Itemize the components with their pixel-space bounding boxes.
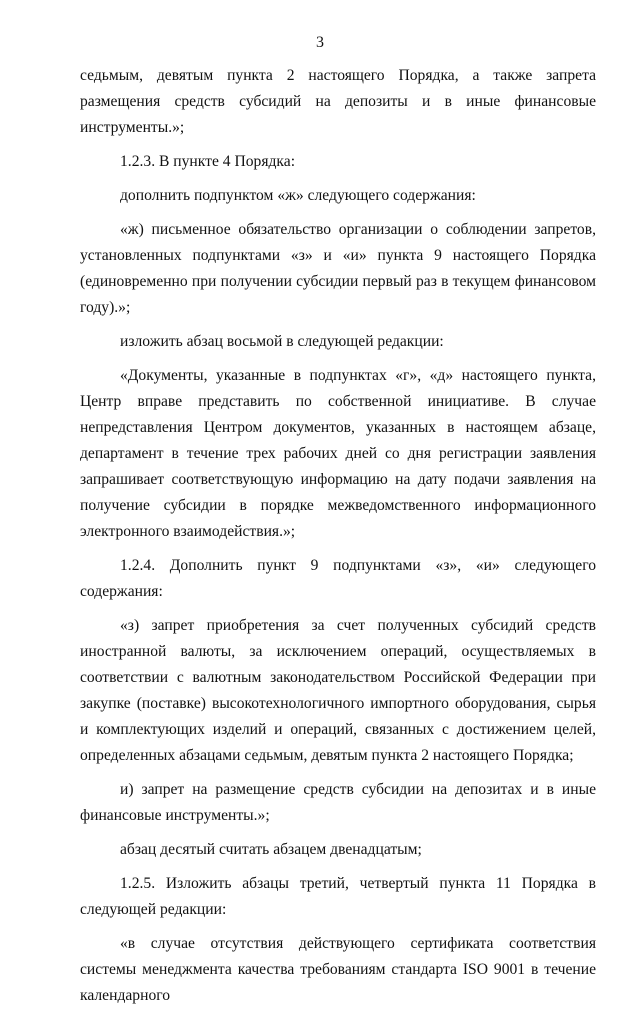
paragraph-subclause-zh: «ж) письменное обязательство организации о соблюдении запретов, установленных подпунктами «з» и «и» пункта 9 настоящего Порядка (единовременно при получении субсидии первый раз в текущем финансовом году).»; (80, 221, 596, 316)
paragraph-tenth-renumber: абзац десятый считать абзацем двенадцатым; (120, 841, 422, 858)
paragraph-amend-eighth: изложить абзац восьмой в следующей редакции: (120, 333, 444, 350)
paragraph-subclause-z: «з) запрет приобретения за счет полученных субсидий средств иностранной валюты, за исключением операций, осуществляемых в соответствии с валютным законодательством Российской Федерации при закупке (поставке) высокотехнологичного импортного оборудования, сырья и комплектующих изделий и операций, связанных с достижением целей, определенных абзацами седьмым, девятым пункта 2 настоящего Порядка; (80, 617, 596, 764)
paragraph-clause-1-2-3: 1.2.3. В пункте 4 Порядка: (120, 153, 296, 170)
paragraph-documents: «Документы, указанные в подпунктах «г», «д» настоящего пункта, Центр вправе представить по собственной инициативе. В случае непредставления Центром документов, указанных в настоящем абзаце, департамент в течение трех рабочих дней со дня регистрации заявления запрашивает соответствующую информацию на дату подачи заявления на получение субсидии в порядке межведомственного информационного электронного взаимодействия.»; (80, 367, 596, 540)
paragraph-clause-1-2-4: 1.2.4. Дополнить пункт 9 подпунктами «з», «и» следующего содержания: (80, 557, 596, 600)
document-body (80, 63, 596, 1017)
paragraph-subclause-i: и) запрет на размещение средств субсидии на депозитах и в иные финансовые инструменты.»; (80, 781, 596, 824)
paragraph-clause-1-2-5: 1.2.5. Изложить абзацы третий, четвертый пункта 11 Порядка в следующей редакции: (80, 875, 596, 918)
paragraph-continuation: седьмым, девятым пункта 2 настоящего Порядка, а также запрета размещения средств субсидий на депозиты и в иные финансовые инструменты.»; (80, 67, 596, 136)
page-number: 3 (316, 34, 324, 51)
paragraph-add-subclause-zh: дополнить подпунктом «ж» следующего содержания: (120, 187, 476, 204)
paragraph-certificate: «в случае отсутствия действующего сертификата соответствия системы менеджмента качества требованиям стандарта ISO 9001 в течение календарного (80, 935, 596, 1004)
